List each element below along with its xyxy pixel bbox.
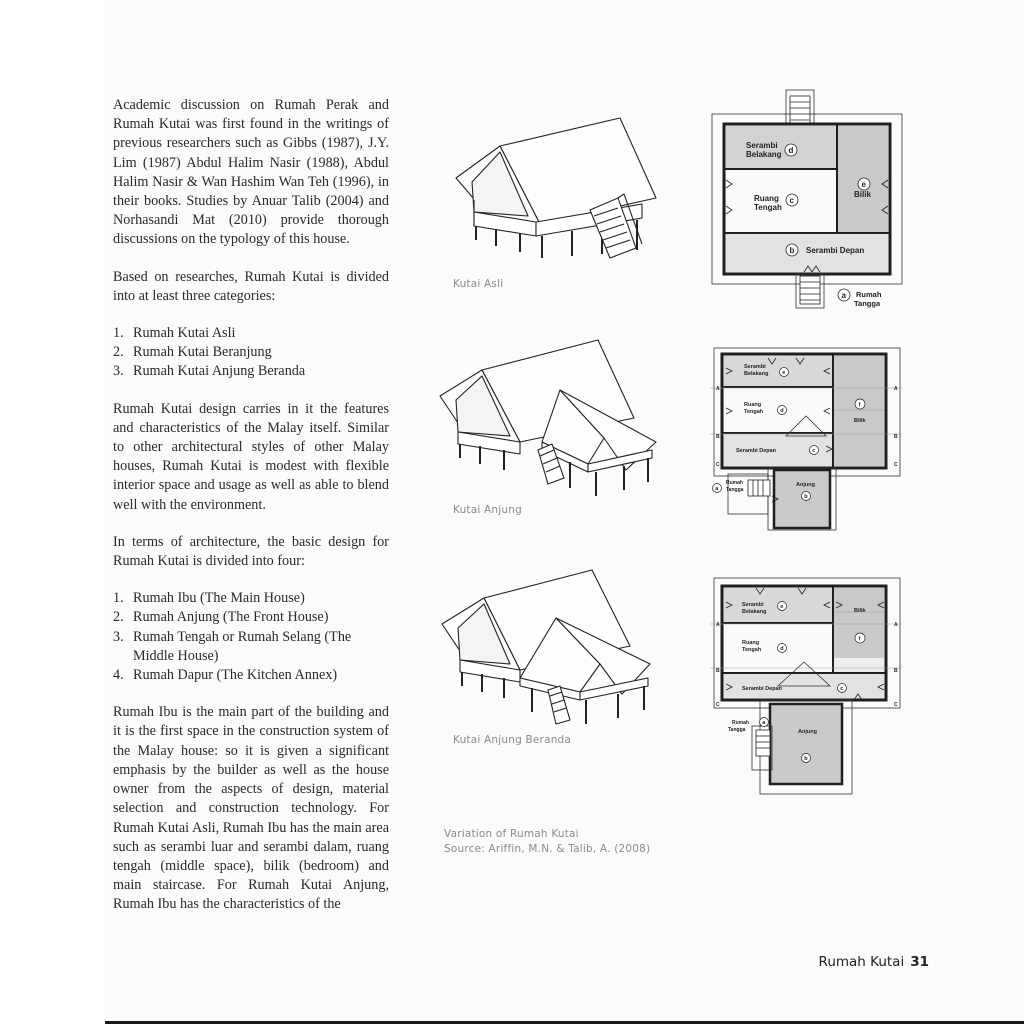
svg-text:C: C: [716, 702, 720, 708]
svg-text:a: a: [762, 720, 766, 726]
running-title: Rumah Kutai: [818, 954, 905, 970]
category-list: [113, 324, 389, 382]
svg-text:Tangga: Tangga: [854, 299, 881, 308]
svg-text:A: A: [894, 386, 898, 392]
svg-text:d: d: [780, 408, 784, 414]
svg-text:Bilik: Bilik: [854, 608, 866, 614]
svg-text:Ruang: Ruang: [744, 402, 762, 408]
svg-text:Serambi: Serambi: [744, 364, 766, 370]
paragraph-rumah-ibu: Rumah Ibu is the main part of the building and it is the first space in the construction system of the Malay house: so it is given a significant emphasis by the builder as well as the house owner from the aspects of design, material selection and construction technology. For Rumah Kutai Asli, Rumah Ibu has the main area such as serambi luar and serambi dalam, ruang tengah (middle space), bilik (bedroom) and main staircase. For Rumah Kutai Anjung, Rumah Ibu has the characteristics of the: [113, 704, 389, 913]
svg-text:Anjung: Anjung: [798, 729, 817, 735]
design-parts-list: [113, 589, 389, 685]
svg-text:C: C: [716, 462, 720, 468]
caption-kutai-anjung: Kutai Anjung: [453, 504, 522, 516]
list-item: 1. Rumah Kutai Asli: [113, 325, 236, 342]
svg-text:A: A: [894, 622, 898, 628]
svg-text:Tengah: Tengah: [742, 647, 762, 653]
svg-text:f: f: [858, 402, 861, 409]
svg-text:e: e: [782, 370, 786, 376]
svg-text:Anjung: Anjung: [796, 482, 815, 488]
svg-text:c: c: [789, 196, 794, 205]
paragraph-architecture: In terms of architecture, the basic design for Rumah Kutai is divided into four:: [113, 533, 389, 570]
svg-text:B: B: [894, 434, 898, 440]
svg-text:a: a: [841, 291, 846, 300]
list-item: 1. Rumah Ibu (The Main House): [113, 590, 305, 607]
svg-text:Serambi Depan: Serambi Depan: [736, 448, 777, 454]
svg-text:Belakang: Belakang: [746, 150, 782, 159]
svg-text:Rumah: Rumah: [856, 290, 882, 299]
list-item: 3. Rumah Kutai Anjung Beranda: [113, 363, 306, 380]
svg-text:C: C: [894, 702, 898, 708]
list-item: 2. Rumah Anjung (The Front House): [113, 609, 329, 626]
paragraph-categories: Based on researches, Rumah Kutai is divided into at least three categories:: [113, 268, 389, 304]
svg-text:b: b: [804, 756, 808, 762]
svg-text:Tangga: Tangga: [728, 727, 746, 733]
floor-plan-kutai-anjung-beranda: [708, 576, 904, 798]
svg-text:Serambi: Serambi: [746, 141, 778, 150]
svg-text:d: d: [788, 146, 794, 155]
svg-text:e: e: [861, 180, 866, 189]
svg-text:Rumah: Rumah: [726, 480, 743, 486]
svg-text:c: c: [840, 686, 844, 692]
svg-text:c: c: [812, 448, 816, 454]
list-item: 3. Rumah Tengah or Rumah Selang (The Middle House): [113, 628, 352, 664]
paragraph-intro: Academic discussion on Rumah Perak and Rumah Kutai was first found in the writings of previous researchers such as Gibbs (1987), J.Y. Lim (1987) Abdul Halim Nasir (1988), Abdul Halim Nasir & Wan Hashim Wan Teh (1996), in their books. Studies by Anuar Talib (2004) and Norhasandi Mat (2010) provide thorough discussions on the typology of this house.: [113, 97, 389, 248]
svg-text:Belakang: Belakang: [742, 609, 767, 615]
page-number: 31: [910, 954, 929, 970]
svg-text:b: b: [789, 246, 795, 255]
svg-text:Rumah: Rumah: [732, 720, 749, 726]
svg-text:C: C: [894, 462, 898, 468]
paragraph-design: Rumah Kutai design carries in it the features and characteristics of the Malay itself. Similar to other architectural styles of other Malay houses, Rumah Kutai is modest with flexible interior space and usage as well as able to blend well with the environment.: [113, 400, 389, 513]
svg-text:Tengah: Tengah: [754, 203, 782, 212]
svg-text:f: f: [858, 636, 861, 643]
svg-text:Serambi Depan: Serambi Depan: [806, 246, 865, 255]
svg-text:B: B: [716, 434, 720, 440]
list-item: 2. Rumah Kutai Beranjung: [113, 344, 272, 361]
svg-text:d: d: [780, 646, 784, 652]
svg-text:B: B: [716, 668, 720, 674]
floor-plan-kutai-asli: [708, 88, 908, 320]
svg-text:e: e: [780, 604, 784, 610]
figure-caption-title: Variation of Rumah Kutai: [444, 828, 579, 840]
isometric-kutai-anjung: [438, 338, 660, 498]
body-text-column: [113, 96, 389, 933]
page-footer: [819, 954, 929, 970]
svg-text:a: a: [715, 486, 719, 492]
svg-text:A: A: [716, 622, 720, 628]
floor-plan-kutai-anjung: [708, 346, 904, 534]
caption-kutai-anjung-beranda: Kutai Anjung Beranda: [453, 734, 572, 746]
isometric-kutai-asli: [452, 112, 662, 270]
svg-text:Bilik: Bilik: [854, 190, 871, 199]
svg-text:Belakang: Belakang: [744, 371, 769, 377]
isometric-kutai-anjung-beranda: [440, 568, 654, 728]
caption-kutai-asli: Kutai Asli: [453, 278, 504, 290]
svg-text:b: b: [804, 494, 808, 500]
svg-text:Ruang: Ruang: [742, 640, 760, 646]
svg-text:A: A: [716, 386, 720, 392]
list-item: 4. Rumah Dapur (The Kitchen Annex): [113, 667, 338, 684]
svg-text:Bilik: Bilik: [854, 418, 866, 424]
svg-text:Tengah: Tengah: [744, 409, 764, 415]
svg-text:Ruang: Ruang: [754, 194, 779, 203]
svg-text:B: B: [894, 668, 898, 674]
svg-text:Serambi: Serambi: [742, 602, 764, 608]
svg-text:Tangga: Tangga: [726, 487, 744, 493]
svg-text:Serambi Depan: Serambi Depan: [742, 686, 783, 692]
figure-caption-source: Source: Ariffin, M.N. & Talib, A. (2008): [444, 843, 651, 855]
